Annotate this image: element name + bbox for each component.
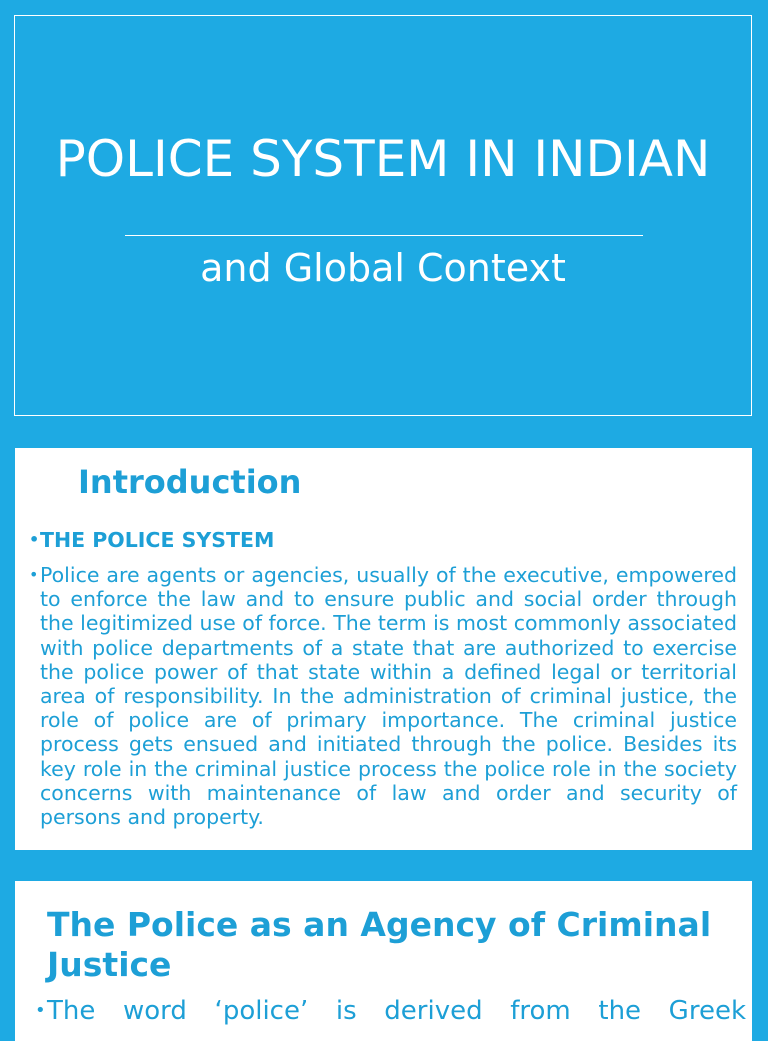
bullet-text: THE POLICE SYSTEM: [40, 528, 275, 552]
bullet-item: [29, 563, 737, 829]
bullet-text: The word ‘police’ is derived from the Greek: [47, 996, 746, 1026]
agency-slide: [15, 881, 752, 1041]
bullet-text: Police are agents or agencies, usually of the executive, empowered to enforce the law and to ensure public and social order through the legitimized use of force. The term is most commonly associated with police departments of a state that are authorized to exercise the police power of that state within a defined legal or territorial area of responsibility. In the administration of criminal justice, the role of police are of primary importance. The criminal justice process gets ensued and initiated through the police. Besides its key role in the criminal justice process the police role in the society concerns with maintenance of law and order and security of persons and property.: [40, 563, 737, 830]
title-slide: [14, 15, 752, 416]
bullet-item: [35, 995, 746, 1027]
introduction-slide: [15, 448, 752, 850]
bullet-icon: •: [29, 565, 39, 584]
bullet-icon: •: [29, 530, 40, 549]
slide-subtitle: and Global Context: [200, 246, 566, 290]
bullet-icon: •: [35, 1000, 46, 1021]
bullet-item: [29, 528, 737, 552]
title-divider: [125, 235, 643, 236]
introduction-heading: Introduction: [78, 463, 302, 501]
agency-heading: The Police as an Agency of Criminal Justice: [47, 905, 712, 984]
slide-title: POLICE SYSTEM IN INDIAN: [55, 130, 711, 188]
